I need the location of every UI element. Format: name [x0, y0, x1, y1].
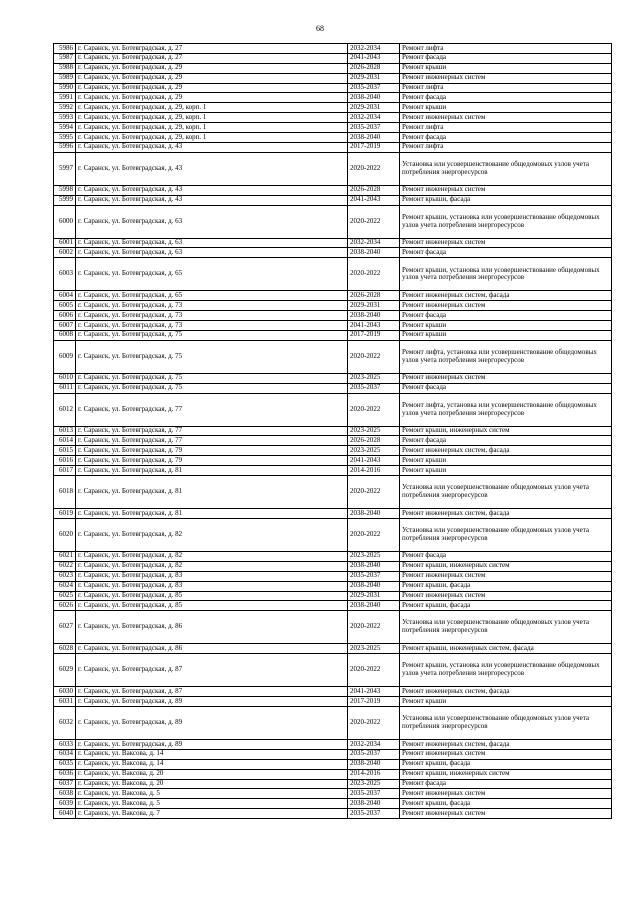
address-cell: г. Саранск, ул. Ботевградская, д. 65 [76, 291, 348, 301]
address-cell: г. Саранск, ул. Ботевградская, д. 43 [76, 142, 348, 152]
period-cell: 2026-2028 [348, 185, 400, 195]
period-cell: 2038-2040 [348, 311, 400, 321]
row-number-cell: 6026 [54, 601, 76, 611]
row-number-cell: 6006 [54, 311, 76, 321]
work-type-cell: Ремонт фасада [400, 133, 612, 143]
period-cell: 2038-2040 [348, 581, 400, 591]
row-number-cell: 5986 [54, 44, 76, 54]
work-type-cell: Ремонт фасада [400, 248, 612, 258]
period-cell: 2020-2022 [348, 611, 400, 644]
address-cell: г. Саранск, ул. Ботевградская, д. 77 [76, 393, 348, 426]
row-number-cell: 5989 [54, 73, 76, 83]
period-cell: 2020-2022 [348, 654, 400, 687]
row-number-cell: 6035 [54, 759, 76, 769]
table-row [54, 739, 612, 749]
period-cell: 2014-2016 [348, 466, 400, 476]
row-number-cell: 6027 [54, 611, 76, 644]
address-cell: г. Саранск, ул. Ваксова, д. 14 [76, 749, 348, 759]
work-type-cell: Ремонт крыши [400, 103, 612, 113]
period-cell: 2029-2031 [348, 301, 400, 311]
work-type-cell: Ремонт фасада [400, 53, 612, 63]
address-cell: г. Саранск, ул. Ботевградская, д. 29 [76, 93, 348, 103]
period-cell: 2023-2025 [348, 373, 400, 383]
table-row [54, 321, 612, 331]
address-cell: г. Саранск, ул. Ботевградская, д. 75 [76, 330, 348, 340]
work-type-cell: Ремонт крыши, установка или усовершенствование общедомовых узлов учета потребления энергоресурсов [400, 654, 612, 687]
table-row [54, 561, 612, 571]
row-number-cell: 6019 [54, 509, 76, 519]
address-cell: г. Саранск, ул. Ботевградская, д. 43 [76, 152, 348, 185]
period-cell: 2035-2037 [348, 749, 400, 759]
table-row [54, 123, 612, 133]
period-cell: 2038-2040 [348, 561, 400, 571]
period-cell: 2020-2022 [348, 476, 400, 509]
row-number-cell: 6037 [54, 779, 76, 789]
table-row [54, 749, 612, 759]
work-type-cell: Ремонт крыши, фасада [400, 799, 612, 809]
period-cell: 2035-2037 [348, 789, 400, 799]
table-row [54, 93, 612, 103]
period-cell: 2017-2019 [348, 697, 400, 707]
period-cell: 2038-2040 [348, 248, 400, 258]
address-cell: г. Саранск, ул. Ботевградская, д. 73 [76, 301, 348, 311]
period-cell: 2017-2019 [348, 142, 400, 152]
row-number-cell: 5992 [54, 103, 76, 113]
period-cell: 2017-2019 [348, 330, 400, 340]
work-type-cell: Ремонт крыши, установка или усовершенствование общедомовых узлов учета потребления энергоресурсов [400, 205, 612, 238]
work-type-cell: Ремонт инженерных систем [400, 185, 612, 195]
table-row [54, 611, 612, 644]
work-type-cell: Ремонт крыши, инженерных систем [400, 561, 612, 571]
period-cell: 2029-2031 [348, 591, 400, 601]
row-number-cell: 5991 [54, 93, 76, 103]
work-type-cell: Ремонт инженерных систем [400, 789, 612, 799]
address-cell: г. Саранск, ул. Ботевградская, д. 79 [76, 446, 348, 456]
table-row [54, 644, 612, 654]
work-type-cell: Ремонт инженерных систем, фасада [400, 446, 612, 456]
table-row [54, 687, 612, 697]
work-type-cell: Ремонт инженерных систем [400, 809, 612, 819]
address-cell: г. Саранск, ул. Ботевградская, д. 75 [76, 383, 348, 393]
work-type-cell: Ремонт инженерных систем, фасада [400, 509, 612, 519]
row-number-cell: 5987 [54, 53, 76, 63]
work-type-cell: Ремонт фасада [400, 383, 612, 393]
row-number-cell: 6005 [54, 301, 76, 311]
table-row [54, 509, 612, 519]
row-number-cell: 5999 [54, 195, 76, 205]
table-row [54, 706, 612, 739]
table-row [54, 779, 612, 789]
work-type-cell: Ремонт инженерных систем, фасада [400, 687, 612, 697]
table-row [54, 291, 612, 301]
period-cell: 2020-2022 [348, 393, 400, 426]
period-cell: 2041-2043 [348, 456, 400, 466]
work-type-cell: Установка или усовершенствование общедомовых узлов учета потребления энергоресурсов [400, 611, 612, 644]
period-cell: 2038-2040 [348, 93, 400, 103]
row-number-cell: 5997 [54, 152, 76, 185]
address-cell: г. Саранск, ул. Ботевградская, д. 77 [76, 436, 348, 446]
work-type-cell: Установка или усовершенствование общедомовых узлов учета потребления энергоресурсов [400, 152, 612, 185]
table-row [54, 571, 612, 581]
table-row [54, 551, 612, 561]
table-row [54, 769, 612, 779]
period-cell: 2035-2037 [348, 83, 400, 93]
table-row [54, 113, 612, 123]
table-row [54, 697, 612, 707]
work-type-cell: Ремонт инженерных систем [400, 113, 612, 123]
table-row [54, 142, 612, 152]
work-type-cell: Ремонт крыши [400, 321, 612, 331]
period-cell: 2020-2022 [348, 706, 400, 739]
row-number-cell: 6014 [54, 436, 76, 446]
address-cell: г. Саранск, ул. Ботевградская, д. 75 [76, 340, 348, 373]
work-type-cell: Ремонт лифта [400, 142, 612, 152]
row-number-cell: 5998 [54, 185, 76, 195]
row-number-cell: 6011 [54, 383, 76, 393]
address-cell: г. Саранск, ул. Ботевградская, д. 81 [76, 509, 348, 519]
work-type-cell: Ремонт лифта, установка или усовершенствование общедомовых узлов учета потребления энергоресурсов [400, 340, 612, 373]
period-cell: 2035-2037 [348, 383, 400, 393]
address-cell: г. Саранск, ул. Ваксова, д. 7 [76, 809, 348, 819]
row-number-cell: 6004 [54, 291, 76, 301]
period-cell: 2041-2043 [348, 321, 400, 331]
address-cell: г. Саранск, ул. Ботевградская, д. 27 [76, 53, 348, 63]
address-cell: г. Саранск, ул. Ботевградская, д. 29 [76, 63, 348, 73]
row-number-cell: 6020 [54, 518, 76, 551]
period-cell: 2026-2028 [348, 436, 400, 446]
row-number-cell: 6038 [54, 789, 76, 799]
address-cell: г. Саранск, ул. Ботевградская, д. 63 [76, 205, 348, 238]
period-cell: 2020-2022 [348, 518, 400, 551]
table-row [54, 63, 612, 73]
address-cell: г. Саранск, ул. Ботевградская, д. 29 [76, 83, 348, 93]
period-cell: 2032-2034 [348, 739, 400, 749]
table-row [54, 393, 612, 426]
row-number-cell: 5995 [54, 133, 76, 143]
work-type-cell: Ремонт лифта [400, 83, 612, 93]
table-row [54, 248, 612, 258]
period-cell: 2029-2031 [348, 103, 400, 113]
period-cell: 2038-2040 [348, 601, 400, 611]
table-row [54, 152, 612, 185]
address-cell: г. Саранск, ул. Ботевградская, д. 83 [76, 581, 348, 591]
row-number-cell: 6028 [54, 644, 76, 654]
work-type-cell: Ремонт крыши, фасада [400, 195, 612, 205]
table-row [54, 581, 612, 591]
repair-schedule-table [53, 43, 612, 819]
address-cell: г. Саранск, ул. Ботевградская, д. 63 [76, 248, 348, 258]
address-cell: г. Саранск, ул. Ботевградская, д. 77 [76, 426, 348, 436]
table-row [54, 789, 612, 799]
table-row [54, 591, 612, 601]
period-cell: 2020-2022 [348, 205, 400, 238]
work-type-cell: Ремонт инженерных систем, фасада [400, 739, 612, 749]
work-type-cell: Ремонт крыши, инженерных систем, фасада [400, 644, 612, 654]
period-cell: 2020-2022 [348, 152, 400, 185]
period-cell: 2038-2040 [348, 759, 400, 769]
period-cell: 2029-2031 [348, 73, 400, 83]
work-type-cell: Ремонт инженерных систем [400, 749, 612, 759]
work-type-cell: Ремонт крыши, фасада [400, 759, 612, 769]
table-row [54, 195, 612, 205]
address-cell: г. Саранск, ул. Ботевградская, д. 29, корп. 1 [76, 123, 348, 133]
work-type-cell: Ремонт инженерных систем [400, 373, 612, 383]
table-row [54, 330, 612, 340]
period-cell: 2023-2025 [348, 446, 400, 456]
address-cell: г. Саранск, ул. Ботевградская, д. 27 [76, 44, 348, 54]
period-cell: 2023-2025 [348, 551, 400, 561]
row-number-cell: 6010 [54, 373, 76, 383]
address-cell: г. Саранск, ул. Ботевградская, д. 29 [76, 73, 348, 83]
period-cell: 2041-2043 [348, 687, 400, 697]
work-type-cell: Ремонт фасада [400, 551, 612, 561]
row-number-cell: 6012 [54, 393, 76, 426]
address-cell: г. Саранск, ул. Ботевградская, д. 86 [76, 644, 348, 654]
address-cell: г. Саранск, ул. Ботевградская, д. 86 [76, 611, 348, 644]
page-number: 68 [316, 24, 324, 33]
work-type-cell: Установка или усовершенствование общедомовых узлов учета потребления энергоресурсов [400, 476, 612, 509]
period-cell: 2026-2028 [348, 63, 400, 73]
period-cell: 2032-2034 [348, 113, 400, 123]
table-row [54, 426, 612, 436]
address-cell: г. Саранск, ул. Ботевградская, д. 81 [76, 476, 348, 509]
table-row [54, 258, 612, 291]
table-row [54, 103, 612, 113]
period-cell: 2032-2034 [348, 44, 400, 54]
address-cell: г. Саранск, ул. Ваксова, д. 5 [76, 789, 348, 799]
table-row [54, 53, 612, 63]
work-type-cell: Ремонт фасада [400, 311, 612, 321]
table-row [54, 601, 612, 611]
row-number-cell: 6002 [54, 248, 76, 258]
address-cell: г. Саранск, ул. Ботевградская, д. 89 [76, 697, 348, 707]
row-number-cell: 6015 [54, 446, 76, 456]
table-row [54, 518, 612, 551]
address-cell: г. Саранск, ул. Ботевградская, д. 43 [76, 195, 348, 205]
period-cell: 2041-2043 [348, 195, 400, 205]
work-type-cell: Ремонт инженерных систем [400, 301, 612, 311]
row-number-cell: 6018 [54, 476, 76, 509]
work-type-cell: Ремонт крыши [400, 456, 612, 466]
table-row [54, 436, 612, 446]
row-number-cell: 6016 [54, 456, 76, 466]
period-cell: 2014-2016 [348, 769, 400, 779]
address-cell: г. Саранск, ул. Ботевградская, д. 87 [76, 654, 348, 687]
row-number-cell: 6021 [54, 551, 76, 561]
work-type-cell: Ремонт крыши [400, 697, 612, 707]
work-type-cell: Ремонт крыши, фасада [400, 601, 612, 611]
work-type-cell: Ремонт крыши, фасада [400, 581, 612, 591]
work-type-cell: Установка или усовершенствование общедомовых узлов учета потребления энергоресурсов [400, 518, 612, 551]
work-type-cell: Ремонт инженерных систем [400, 571, 612, 581]
row-number-cell: 6029 [54, 654, 76, 687]
work-type-cell: Ремонт крыши, инженерных систем [400, 426, 612, 436]
address-cell: г. Саранск, ул. Ботевградская, д. 63 [76, 238, 348, 248]
work-type-cell: Ремонт лифта [400, 123, 612, 133]
row-number-cell: 6007 [54, 321, 76, 331]
row-number-cell: 5990 [54, 83, 76, 93]
row-number-cell: 6003 [54, 258, 76, 291]
work-type-cell: Установка или усовершенствование общедомовых узлов учета потребления энергоресурсов [400, 706, 612, 739]
row-number-cell: 6009 [54, 340, 76, 373]
table-row [54, 185, 612, 195]
table-row [54, 311, 612, 321]
table-row [54, 476, 612, 509]
address-cell: г. Саранск, ул. Ваксова, д. 20 [76, 769, 348, 779]
table-row [54, 44, 612, 54]
row-number-cell: 6039 [54, 799, 76, 809]
row-number-cell: 6001 [54, 238, 76, 248]
table-row [54, 238, 612, 248]
address-cell: г. Саранск, ул. Ботевградская, д. 83 [76, 571, 348, 581]
row-number-cell: 6023 [54, 571, 76, 581]
table-row [54, 446, 612, 456]
address-cell: г. Саранск, ул. Ботевградская, д. 82 [76, 551, 348, 561]
work-type-cell: Ремонт крыши [400, 466, 612, 476]
table-row [54, 73, 612, 83]
address-cell: г. Саранск, ул. Ботевградская, д. 73 [76, 321, 348, 331]
row-number-cell: 6008 [54, 330, 76, 340]
row-number-cell: 6031 [54, 697, 76, 707]
address-cell: г. Саранск, ул. Ботевградская, д. 85 [76, 601, 348, 611]
work-type-cell: Ремонт лифта [400, 44, 612, 54]
row-number-cell: 6032 [54, 706, 76, 739]
period-cell: 2023-2025 [348, 779, 400, 789]
table-row [54, 133, 612, 143]
period-cell: 2035-2037 [348, 571, 400, 581]
period-cell: 2020-2022 [348, 258, 400, 291]
address-cell: г. Саранск, ул. Ботевградская, д. 29, корп. 1 [76, 133, 348, 143]
table-row [54, 466, 612, 476]
row-number-cell: 6024 [54, 581, 76, 591]
table-row [54, 340, 612, 373]
work-type-cell: Ремонт крыши [400, 330, 612, 340]
table-row [54, 373, 612, 383]
table-row [54, 205, 612, 238]
row-number-cell: 6036 [54, 769, 76, 779]
row-number-cell: 6000 [54, 205, 76, 238]
row-number-cell: 6034 [54, 749, 76, 759]
row-number-cell: 5988 [54, 63, 76, 73]
period-cell: 2035-2037 [348, 809, 400, 819]
address-cell: г. Саранск, ул. Ботевградская, д. 89 [76, 706, 348, 739]
period-cell: 2038-2040 [348, 509, 400, 519]
table-row [54, 456, 612, 466]
table-row [54, 383, 612, 393]
period-cell: 2026-2028 [348, 291, 400, 301]
address-cell: г. Саранск, ул. Ботевградская, д. 43 [76, 185, 348, 195]
work-type-cell: Ремонт инженерных систем [400, 238, 612, 248]
period-cell: 2038-2040 [348, 799, 400, 809]
row-number-cell: 5994 [54, 123, 76, 133]
address-cell: г. Саранск, ул. Ботевградская, д. 85 [76, 591, 348, 601]
row-number-cell: 6025 [54, 591, 76, 601]
row-number-cell: 5996 [54, 142, 76, 152]
work-type-cell: Ремонт инженерных систем [400, 591, 612, 601]
table-row [54, 759, 612, 769]
table-row [54, 799, 612, 809]
address-cell: г. Саранск, ул. Ботевградская, д. 89 [76, 739, 348, 749]
row-number-cell: 6033 [54, 739, 76, 749]
period-cell: 2023-2025 [348, 426, 400, 436]
table-row [54, 301, 612, 311]
work-type-cell: Ремонт фасада [400, 93, 612, 103]
address-cell: г. Саранск, ул. Ваксова, д. 5 [76, 799, 348, 809]
table-row [54, 654, 612, 687]
row-number-cell: 6030 [54, 687, 76, 697]
address-cell: г. Саранск, ул. Ботевградская, д. 29, корп. 1 [76, 113, 348, 123]
period-cell: 2023-2025 [348, 644, 400, 654]
row-number-cell: 5993 [54, 113, 76, 123]
period-cell: 2032-2034 [348, 238, 400, 248]
work-type-cell: Ремонт фасада [400, 436, 612, 446]
period-cell: 2041-2043 [348, 53, 400, 63]
address-cell: г. Саранск, ул. Ботевградская, д. 75 [76, 373, 348, 383]
address-cell: г. Саранск, ул. Ботевградская, д. 82 [76, 561, 348, 571]
work-type-cell: Ремонт инженерных систем [400, 73, 612, 83]
row-number-cell: 6017 [54, 466, 76, 476]
work-type-cell: Ремонт крыши [400, 63, 612, 73]
table-row [54, 83, 612, 93]
address-cell: г. Саранск, ул. Ваксова, д. 20 [76, 779, 348, 789]
period-cell: 2035-2037 [348, 123, 400, 133]
row-number-cell: 6040 [54, 809, 76, 819]
address-cell: г. Саранск, ул. Ботевградская, д. 65 [76, 258, 348, 291]
work-type-cell: Ремонт крыши, инженерных систем [400, 769, 612, 779]
address-cell: г. Саранск, ул. Ботевградская, д. 87 [76, 687, 348, 697]
address-cell: г. Саранск, ул. Ботевградская, д. 82 [76, 518, 348, 551]
address-cell: г. Саранск, ул. Ботевградская, д. 29, корп. 1 [76, 103, 348, 113]
row-number-cell: 6013 [54, 426, 76, 436]
period-cell: 2020-2022 [348, 340, 400, 373]
work-type-cell: Ремонт фасада [400, 779, 612, 789]
address-cell: г. Саранск, ул. Ботевградская, д. 79 [76, 456, 348, 466]
table-row [54, 809, 612, 819]
work-type-cell: Ремонт лифта, установка или усовершенствование общедомовых узлов учета потребления энергоресурсов [400, 393, 612, 426]
row-number-cell: 6022 [54, 561, 76, 571]
address-cell: г. Саранск, ул. Ботевградская, д. 81 [76, 466, 348, 476]
address-cell: г. Саранск, ул. Ботевградская, д. 73 [76, 311, 348, 321]
work-type-cell: Ремонт крыши, установка или усовершенствование общедомовых узлов учета потребления энергоресурсов [400, 258, 612, 291]
period-cell: 2038-2040 [348, 133, 400, 143]
work-type-cell: Ремонт инженерных систем, фасада [400, 291, 612, 301]
repair-schedule-body [54, 44, 612, 819]
address-cell: г. Саранск, ул. Ваксова, д. 14 [76, 759, 348, 769]
